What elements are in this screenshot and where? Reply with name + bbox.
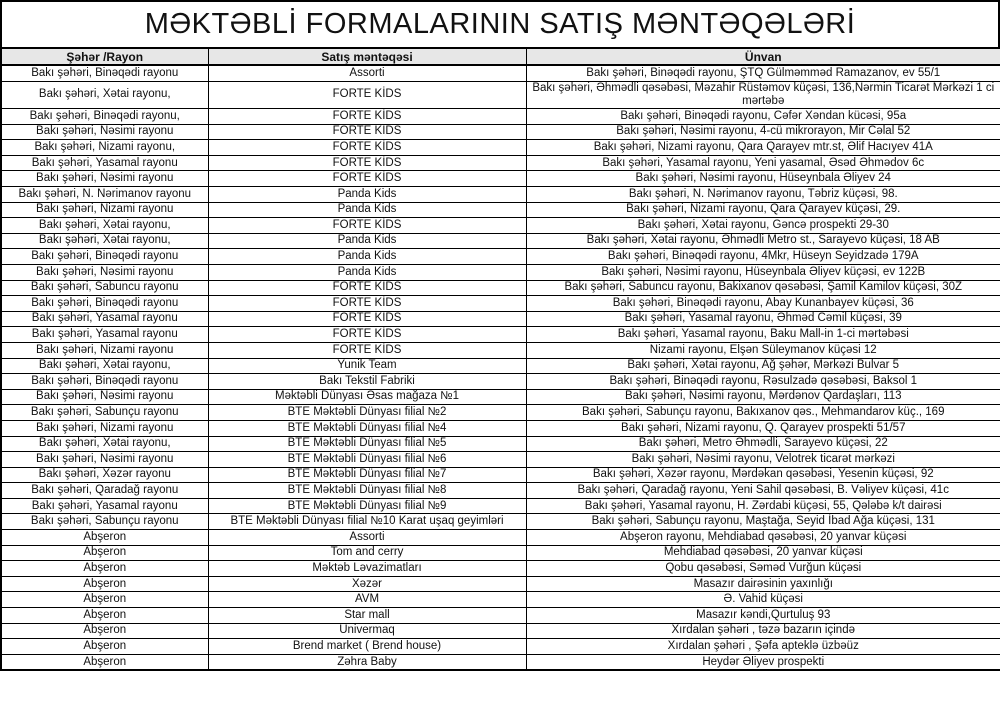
address-cell: Masazır kəndi,Qurtuluş 93 [526,608,1000,624]
table-row [1,514,1000,530]
sales-point-cell: FORTE KİDS [208,140,526,156]
address-cell: Bakı şəhəri, Əhmədli qəsəbəsi, Məzahir Rüstəmov küçəsi, 136,Nərmin Ticarət Mərkəzi 1 ci mərtəbə [526,81,1000,108]
sales-point-cell: BTE Məktəbli Dünyası filial №5 [208,436,526,452]
table-row [1,264,1000,280]
table-row [1,327,1000,343]
sales-point-cell: FORTE KİDS [208,155,526,171]
page-title: MƏKTƏBLİ FORMALARININ SATIŞ MƏNTƏQƏLƏRİ [0,0,1000,47]
city-rayon-cell: Bakı şəhəri, Xətai rayonu, [1,218,208,234]
address-cell: Bakı şəhəri, Xətai rayonu, Ağ şəhər, Mərkəzi Bulvar 5 [526,358,1000,374]
address-cell: Bakı şəhəri, Binəqədi rayonu, ŞTQ Gülməmməd Ramazanov, ev 55/1 [526,65,1000,81]
table-row [1,498,1000,514]
table-row [1,140,1000,156]
city-rayon-cell: Bakı şəhəri, Nizami rayonu, [1,140,208,156]
city-rayon-cell: Bakı şəhəri, Yasamal rayonu [1,311,208,327]
address-cell: Bakı şəhəri, Qaradağ rayonu, Yeni Sahil qəsəbəsi, B. Vəliyev küçəsi, 41c [526,483,1000,499]
address-cell: Bakı şəhəri, Binəqədi rayonu, Rəsulzadə qəsəbəsi, Baksol 1 [526,374,1000,390]
city-rayon-cell: Abşeron [1,654,208,670]
address-cell: Qobu qəsəbəsi, Səməd Vurğun küçəsi [526,561,1000,577]
table-row [1,233,1000,249]
sales-point-cell: FORTE KİDS [208,327,526,343]
city-rayon-cell: Bakı şəhəri, Nəsimi rayonu [1,124,208,140]
table-row [1,218,1000,234]
table-row [1,483,1000,499]
sales-point-cell: Məktəb Ləvazimatları [208,561,526,577]
address-cell: Bakı şəhəri, N. Nərimanov rayonu, Təbriz küçəsi, 98. [526,187,1000,203]
city-rayon-cell: Abşeron [1,608,208,624]
table-row [1,420,1000,436]
sales-point-cell: BTE Məktəbli Dünyası filial №9 [208,498,526,514]
city-rayon-cell: Abşeron [1,561,208,577]
city-rayon-cell: Bakı şəhəri, Binəqədi rayonu [1,65,208,81]
city-rayon-cell: Bakı şəhəri, Nizami rayonu [1,202,208,218]
table-row [1,561,1000,577]
sales-point-cell: BTE Məktəbli Dünyası filial №8 [208,483,526,499]
table-row [1,124,1000,140]
table-row [1,202,1000,218]
sales-points-table [0,47,1000,671]
sales-point-cell: BTE Məktəbli Dünyası filial №2 [208,405,526,421]
sales-point-cell: Bakı Tekstil Fabriki [208,374,526,390]
sales-point-cell: Brend market ( Brend house) [208,639,526,655]
address-cell: Bakı şəhəri, Nəsimi rayonu, Mərdənov Qardaşları, 113 [526,389,1000,405]
sales-point-cell: AVM [208,592,526,608]
city-rayon-cell: Bakı şəhəri, Nəsimi rayonu [1,171,208,187]
sales-point-cell: Panda Kids [208,249,526,265]
table-row [1,109,1000,125]
city-rayon-cell: Bakı şəhəri, Binəqədi rayonu, [1,109,208,125]
address-cell: Mehdiabad qəsəbəsi, 20 yanvar küçəsi [526,545,1000,561]
city-rayon-cell: Bakı şəhəri, Binəqədi rayonu [1,249,208,265]
sales-point-cell: FORTE KİDS [208,311,526,327]
city-rayon-cell: Bakı şəhəri, Nəsimi rayonu [1,264,208,280]
sales-point-cell: FORTE KİDS [208,124,526,140]
table-row [1,530,1000,546]
city-rayon-cell: Bakı şəhəri, Sabunçu rayonu [1,405,208,421]
table-row [1,311,1000,327]
city-rayon-cell: Bakı şəhəri, Nəsimi rayonu [1,452,208,468]
city-rayon-cell: Abşeron [1,576,208,592]
sales-point-cell: Yunik Team [208,358,526,374]
table-row [1,545,1000,561]
city-rayon-cell: Bakı şəhəri, Xətai rayonu, [1,436,208,452]
city-rayon-cell: Bakı şəhəri, Yasamal rayonu [1,155,208,171]
city-rayon-cell: Bakı şəhəri, Sabuncu rayonu [1,280,208,296]
sales-point-cell: Panda Kids [208,264,526,280]
table-row [1,576,1000,592]
city-rayon-cell: Abşeron [1,530,208,546]
table-row [1,358,1000,374]
sales-point-cell: Məktəbli Dünyası Əsas mağaza №1 [208,389,526,405]
city-rayon-cell: Bakı şəhəri, Binəqədi rayonu [1,296,208,312]
address-cell: Bakı şəhəri, Metro Əhmədli, Sarayevo küçəsi, 22 [526,436,1000,452]
table-row [1,249,1000,265]
address-cell: Bakı şəhəri, Binəqədi rayonu, 4Mkr, Hüseyn Seyidzadə 179A [526,249,1000,265]
city-rayon-cell: Bakı şəhəri, Xətai rayonu, [1,233,208,249]
sales-point-cell: Assorti [208,65,526,81]
sales-point-cell: BTE Məktəbli Dünyası filial №4 [208,420,526,436]
sales-point-cell: Star mall [208,608,526,624]
city-rayon-cell: Bakı şəhəri, N. Nərimanov rayonu [1,187,208,203]
address-cell: Bakı şəhəri, Xətai rayonu, Gəncə prospekti 29-30 [526,218,1000,234]
sales-point-cell: FORTE KİDS [208,109,526,125]
address-cell: Heydər Əliyev prospekti [526,654,1000,670]
city-rayon-cell: Abşeron [1,639,208,655]
address-cell: Bakı şəhəri, Yasamal rayonu, Baku Mall-in 1-ci mərtəbəsi [526,327,1000,343]
address-cell: Bakı şəhəri, Yasamal rayonu, Yeni yasamal, Əsəd Əhmədov 6c [526,155,1000,171]
city-rayon-cell: Bakı şəhəri, Qaradağ rayonu [1,483,208,499]
address-cell: Bakı şəhəri, Nəsimi rayonu, Velotrek ticarət mərkəzi [526,452,1000,468]
city-rayon-cell: Bakı şəhəri, Xətai rayonu, [1,81,208,108]
table-row [1,171,1000,187]
city-rayon-cell: Bakı şəhəri, Sabunçu rayonu [1,514,208,530]
sales-point-cell: Tom and cerry [208,545,526,561]
address-cell: Bakı şəhəri, Sabunçu rayonu, Bakıxanov qəs., Mehmandarov küç., 169 [526,405,1000,421]
city-rayon-cell: Abşeron [1,592,208,608]
city-rayon-cell: Bakı şəhəri, Nizami rayonu [1,420,208,436]
address-cell: Bakı şəhəri, Nəsimi rayonu, 4-cü mikrorayon, Mir Cəlal 52 [526,124,1000,140]
address-cell: Masazır dairəsinin yaxınlığı [526,576,1000,592]
table-row [1,452,1000,468]
table-row [1,654,1000,670]
address-cell: Bakı şəhəri, Nizami rayonu, Qara Qarayev mtr.st, Əlif Hacıyev 41A [526,140,1000,156]
column-header-city-rayon: Şəhər /Rayon [1,48,208,65]
table-row [1,65,1000,81]
city-rayon-cell: Bakı şəhəri, Nəsimi rayonu [1,389,208,405]
sales-point-cell: Univermaq [208,623,526,639]
table-row [1,623,1000,639]
city-rayon-cell: Bakı şəhəri, Xətai rayonu, [1,358,208,374]
column-header-address: Ünvan [526,48,1000,65]
sales-point-cell: FORTE KİDS [208,218,526,234]
table-row [1,467,1000,483]
city-rayon-cell: Bakı şəhəri, Xəzər rayonu [1,467,208,483]
table-row [1,296,1000,312]
address-cell: Abşeron rayonu, Mehdiabad qəsəbəsi, 20 yanvar küçəsi [526,530,1000,546]
table-row [1,342,1000,358]
table-row [1,389,1000,405]
sales-point-cell: BTE Məktəbli Dünyası filial №7 [208,467,526,483]
address-cell: Bakı şəhəri, Nəsimi rayonu, Hüseynbala Əliyev küçəsi, ev 122B [526,264,1000,280]
sales-point-cell: Panda Kids [208,233,526,249]
address-cell: Bakı şəhəri, Yasamal rayonu, H. Zərdabi küçəsi, 55, Qələbə k/t dairəsi [526,498,1000,514]
sales-point-cell: BTE Məktəbli Dünyası filial №10 Karat uşaq geyimləri [208,514,526,530]
table-row [1,608,1000,624]
sales-point-cell: FORTE KİDS [208,171,526,187]
address-cell: Bakı şəhəri, Sabunçu rayonu, Maştağa, Seyid İbad Ağa küçəsi, 131 [526,514,1000,530]
address-cell: Bakı şəhəri, Binəqədi rayonu, Cəfər Xəndan kücəsi, 95a [526,109,1000,125]
table-row [1,280,1000,296]
address-cell: Nizami rayonu, Elşən Süleymanov küçəsi 12 [526,342,1000,358]
address-cell: Bakı şəhəri, Nəsimi rayonu, Hüseynbala Əliyev 24 [526,171,1000,187]
table-row [1,187,1000,203]
sales-point-cell: FORTE KİDS [208,280,526,296]
table-row [1,436,1000,452]
city-rayon-cell: Bakı şəhəri, Nizami rayonu [1,342,208,358]
city-rayon-cell: Abşeron [1,545,208,561]
city-rayon-cell: Bakı şəhəri, Yasamal rayonu [1,327,208,343]
sales-point-cell: FORTE KİDS [208,342,526,358]
sales-point-cell: Panda Kids [208,187,526,203]
table-row [1,374,1000,390]
sales-point-cell: FORTE KİDS [208,296,526,312]
address-cell: Xırdalan şəhəri , təzə bazarın içində [526,623,1000,639]
address-cell: Bakı şəhəri, Yasamal rayonu, Əhməd Cəmil küçəsi, 39 [526,311,1000,327]
table-row [1,639,1000,655]
sales-point-cell: BTE Məktəbli Dünyası filial №6 [208,452,526,468]
address-cell: Bakı şəhəri, Xətai rayonu, Əhmədli Metro st., Sarayevo küçəsi, 18 AB [526,233,1000,249]
column-header-sales-point: Satış məntəqəsi [208,48,526,65]
sales-point-cell: Assorti [208,530,526,546]
table-row [1,81,1000,108]
address-cell: Xırdalan şəhəri , Şəfa apteklə üzbəüz [526,639,1000,655]
address-cell: Bakı şəhəri, Sabuncu rayonu, Bakixanov qəsəbəsi, Şamil Kamilov küçəsi, 30Z [526,280,1000,296]
city-rayon-cell: Bakı şəhəri, Binəqədi rayonu [1,374,208,390]
sales-point-cell: Panda Kids [208,202,526,218]
table-header-row [1,48,1000,65]
table-row [1,155,1000,171]
sales-point-cell: Zəhra Baby [208,654,526,670]
address-cell: Bakı şəhəri, Nizami rayonu, Q. Qarayev prospekti 51/57 [526,420,1000,436]
table-body [1,65,1000,670]
city-rayon-cell: Abşeron [1,623,208,639]
table-row [1,592,1000,608]
address-cell: Ə. Vahid küçəsi [526,592,1000,608]
sales-point-cell: FORTE KİDS [208,81,526,108]
address-cell: Bakı şəhəri, Xəzər rayonu, Mərdəkan qəsəbəsi, Yesenin küçəsi, 92 [526,467,1000,483]
table-row [1,405,1000,421]
city-rayon-cell: Bakı şəhəri, Yasamal rayonu [1,498,208,514]
address-cell: Bakı şəhəri, Nizami rayonu, Qara Qarayev küçəsi, 29. [526,202,1000,218]
address-cell: Bakı şəhəri, Binəqədi rayonu, Abay Kunanbayev küçəsi, 36 [526,296,1000,312]
sales-point-cell: Xəzər [208,576,526,592]
